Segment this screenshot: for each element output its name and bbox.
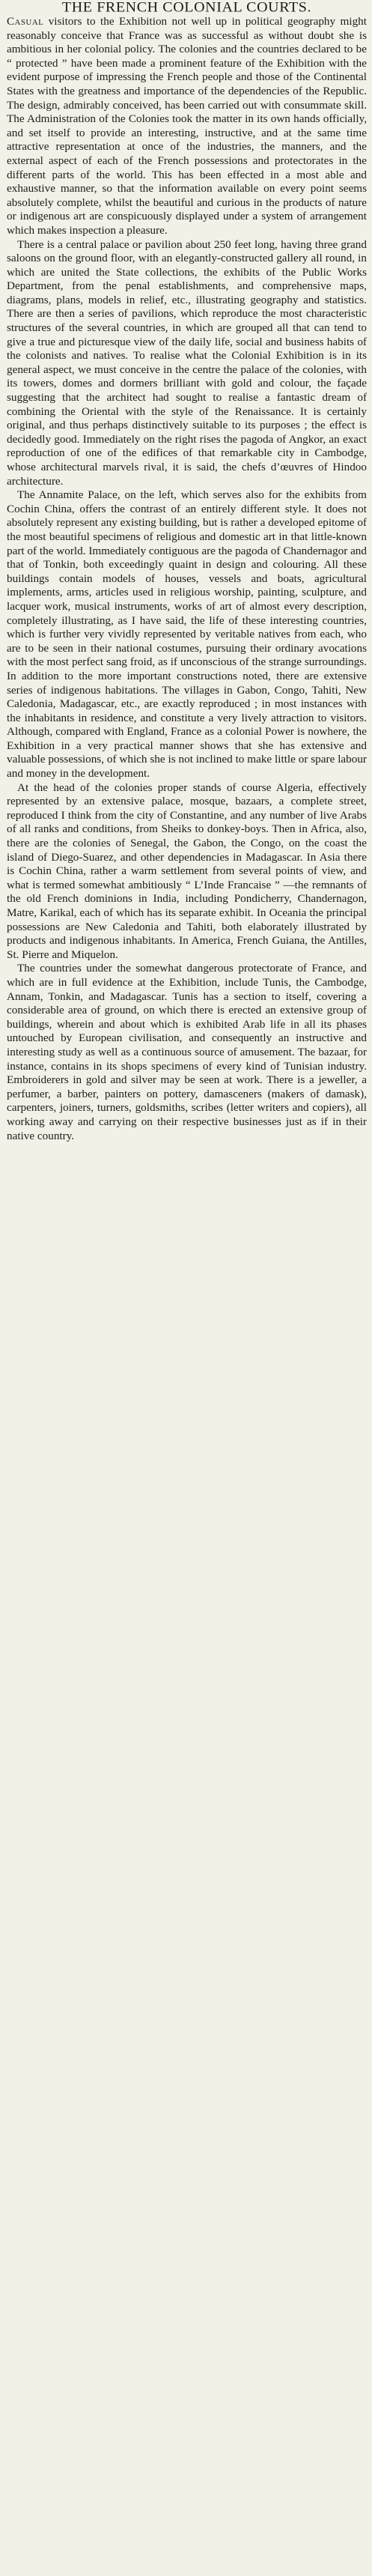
article-paragraph-1 bbox=[7, 15, 367, 238]
article-paragraph-4: At the head of the colonies proper stands of course Algeria, effectively represented by an extensive palace, mosque, bazaars, a complete street, reproduced I think from the city of Constantine, and any number of live Arabs of all ranks and conditions, from Sheiks to donkey-boys. Then in Africa, also, there are the colonies of Senegal, the Gabon, the Congo, on the coast the island of Diego-Suarez, and other dependencies in Madagascar. In Asia there is Cochin China, rather a warm settlement from several points of view, and what is termed somewhat ambitiously “ L’Inde Francaise ” —the remnants of the old French dominions in India, including Pondicherry, Chandernagon, Matre, Karikal, each of which has its separate exhibit. In Oceania the principal possessions are New Caledonia and Tahiti, both elaborately illustrated by products and indigenous inhabitants. In America, French Guiana, the Antilles, St. Pierre and Miquelon. bbox=[7, 781, 367, 961]
article-paragraph-5: The countries under the somewhat dangerous protectorate of France, and which are in full evidence at the Exhibition, include Tunis, the Cambodge, Annam, Tonkin, and Madagascar. Tunis has a section to itself, covering a considerable area of ground, on which there is erected an extensive group of buildings, wherein and about which is exhibited Arab life in all its phases untouched by European civilisation, and consequently an instructive and interesting study as well as a continuous source of amusement. The bazaar, for instance, contains in its shops specimens of every kind of Tunisian industry. Embroiderers in gold and silver may be seen at work. There is a jeweller, a perfumer, a barber, painters on pottery, damasceners (makers of damask), carpenters, joiners, turners, goldsmiths, scribes (letter writers and copiers), all working away and carrying on their respective businesses just as if in their native country. bbox=[7, 962, 367, 1142]
lead-in-word: Casual bbox=[7, 15, 44, 28]
article-paragraph-2: There is a central palace or pavilion about 250 feet long, having three grand saloons on the ground floor, with an elegantly-constructed gallery all round, in which are united the State collections, the exhibits of the Public Works Department, from the penal establishments, and comprehensive maps, diagrams, plans, models in relief, etc., illustrating geography and statistics. There are then a series of pavilions, which reproduce the most characteristic structures of the several countries, in which are grouped all that can tend to give a true and picturesque view of the daily life, social and business habits of the colonists and natives. To realise what the Colonial Exhibition is in its general aspect, we must conceive in the centre the palace of the colonies, with its towers, domes and dormers brilliant with gold and colour, the façade suggesting that the architect had sought to realise a fantastic dream of combining the Oriental with the style of the Renaissance. It is certainly original, and thus perhaps distinctively suitable to its purposes ; the effect is decidedly good. Immediately on the right rises the pagoda of Angkor, an exact reproduction of one of the edifices of that remarkable city in Cambodge, whose architectural marvels rival, it is said, the chefs d’œuvres of Hindoo architecture. bbox=[7, 237, 367, 488]
article-body bbox=[7, 15, 367, 1143]
article-paragraph-3: The Annamite Palace, on the left, which serves also for the exhibits from Cochin China, offers the contrast of an entirely different style. It does not absolutely represent any existing building, but is rather a developed epitome of the most beautiful specimens of religious and domestic art in that little-known part of the world. Immediately contiguous are the pagoda of Chandernagor and that of Tonkin, both exceedingly quaint in design and colouring. All these buildings contain models of houses, vessels and boats, agricultural implements, arms, articles used in religious worship, painting, sculpture, and lacquer work, musical instruments, works of art of almost every description, completely illustrating, as I have said, the life of these interesting countries, which is further very vividly represented by veritable natives from each, who are to be seen in their national costumes, pursuing their ordinary avocations with the most perfect sang froid, as if unconscious of the strange surroundings. In addition to the more important constructions noted, there are extensive series of indigenous habitations. The villages in Gabon, Congo, Tahiti, New Caledonia, Madagascar, etc., are exactly reproduced ; in most instances with the inhabitants in residence, and constitute a very lively attraction to visitors. Although, compared with England, France as a colonial Power is nowhere, the Exhibition in a very practical manner shows that she has extensive and valuable possessions, of which she is not inclined to make little or spare labour and money in the development. bbox=[7, 488, 367, 781]
article-headline: THE FRENCH COLONIAL COURTS. bbox=[61, 0, 312, 16]
article-paragraph-1-text: visitors to the Exhibition not well up in political geography might reasonably conceive that France was as successful as without doubt she is ambitious in her colonial policy. The colonies and the countries declared to be “ protected ” have been made a prominent feature of the Exhibition with the evident purpose of impressing the French people and those of the Continental States with the greatness and importance of the dependencies of the Republic. The design, admirably conceived, has been carried out with consummate skill. The Administration of the Colonies took the matter in its own hands officially, and set itself to provide an interesting, instructive, and at the same time attractive representation at once of the industries, the manners, and the external aspect of each of the French possessions and protectorates in the different parts of the world. This has been effected in a most able and exhaustive manner, so that the information available on every point seems absolutely complete, whilst the beautiful and curious in the products of nature or indigenous art are conspicuously displayed under a system of arrangement which makes inspection a pleasure. bbox=[7, 15, 367, 237]
